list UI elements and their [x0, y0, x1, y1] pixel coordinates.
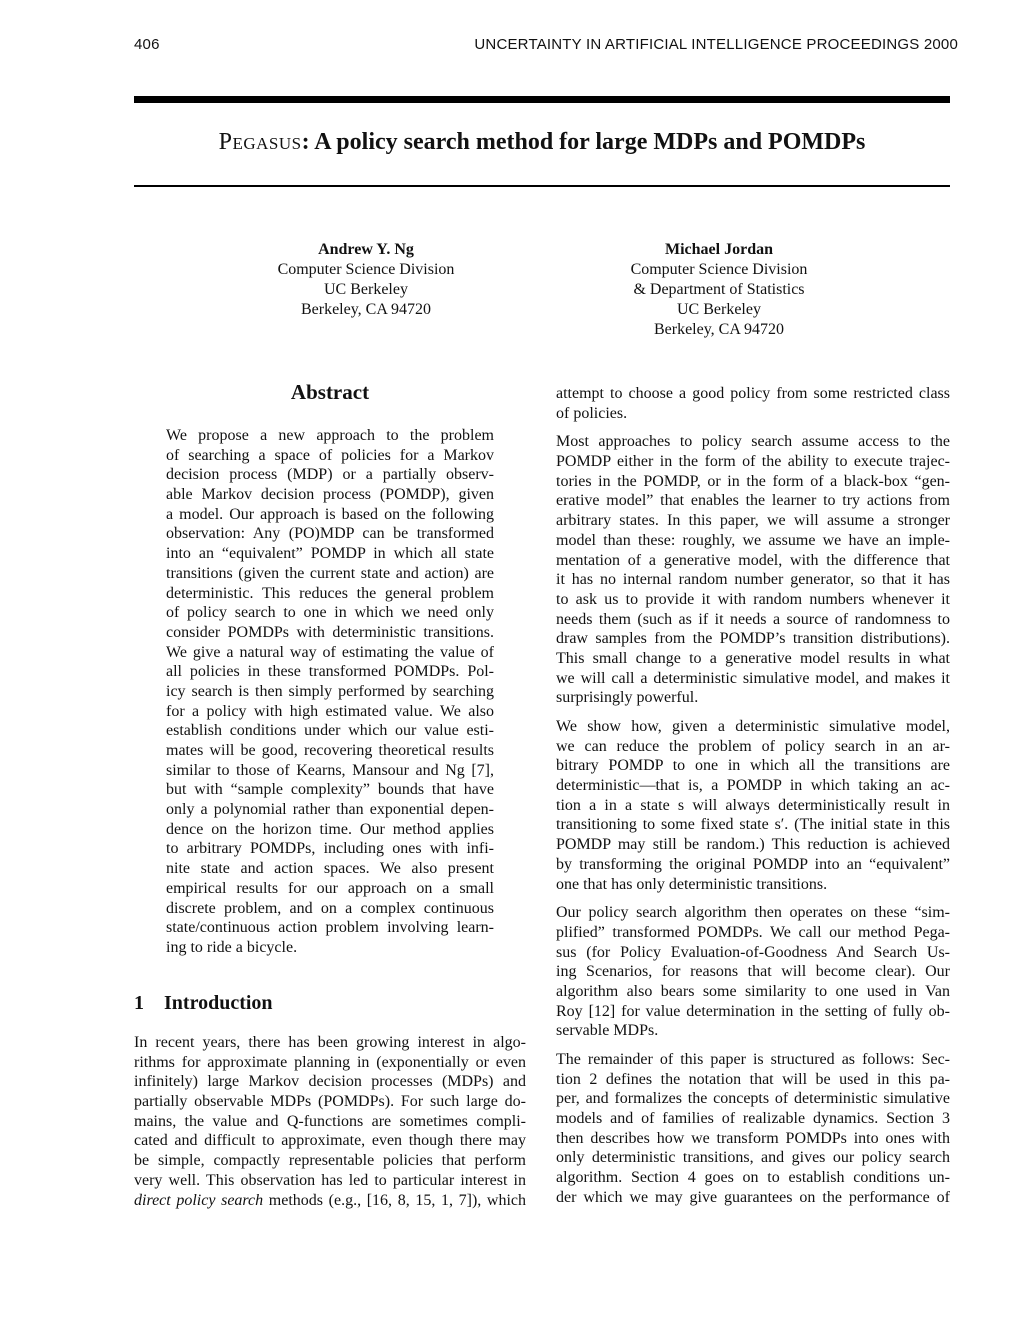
text-line: partially observable MDPs (POMDPs). For such large do- [134, 1093, 526, 1111]
text-line: Roy [12] for value determination in the setting of fully ob- [556, 1002, 950, 1020]
title-bottom-rule [134, 185, 950, 187]
text-line: similar to those of Kearns, Mansour and Ng [7], [166, 761, 494, 779]
text-line: der which we may give guarantees on the performance of [556, 1188, 950, 1206]
text-line: We propose a new approach to the problem [166, 427, 494, 444]
text-line: only a polynomial rather than exponential depen- [166, 801, 494, 819]
text-line: state/continuous action problem involving learn- [166, 919, 494, 937]
text-line: nite state and action spaces. We also present [166, 860, 494, 878]
text-line: tion 2 defines the notation that will be used in this pa- [556, 1070, 950, 1088]
text-line: it has no internal random number generator, so that it has [556, 571, 950, 589]
text-line: deterministic. This reduces the general problem [166, 584, 494, 602]
abstract-heading: Abstract [290, 380, 370, 404]
text-line: per, and formalizes the concepts of deterministic simulative [556, 1090, 950, 1108]
text-line: ing to ride a bicycle. [166, 938, 298, 956]
text-line: We show how, given a deterministic simulative model, [556, 718, 950, 735]
paragraph [556, 903, 950, 1041]
text-line: algorithm. Section 4 goes on to establish conditions un- [556, 1169, 950, 1187]
section-heading-introduction [134, 992, 524, 1015]
text-line: needs them (such as if it needs a source of randomness to [556, 610, 950, 628]
author-name: Andrew Y. Ng [318, 241, 414, 258]
text-line [134, 1191, 526, 1211]
text-line: we will call a deterministic simulative model, and makes it [556, 669, 950, 687]
section-number: 1 [134, 992, 144, 1014]
title-system-name: Pegasus [218, 129, 302, 155]
author-affiliation: Computer Science Division [630, 261, 808, 278]
text-line: dence on the horizon time. Our method applies [166, 820, 494, 838]
introduction-body [134, 1033, 526, 1210]
text-line: establish conditions under which our value esti- [166, 722, 494, 740]
title-top-rule [134, 96, 950, 103]
text-line: then describes how we transform POMDPs into ones with [556, 1129, 950, 1147]
title-text: : A policy search method for large MDPs and POMDPs [301, 129, 866, 155]
paper-title [134, 126, 950, 158]
text-line: models and of families of realizable dynamics. Section 3 [556, 1110, 950, 1128]
text-line: mains, the value and Q-functions are sometimes compli- [134, 1112, 526, 1130]
author-block-jordan [589, 240, 849, 340]
emphasized-term: direct policy search [134, 1191, 264, 1209]
text-line: to ask us to provide it with random numbers whenever it [556, 590, 950, 608]
text-line: of policies. [556, 404, 628, 422]
author-block-ng [236, 240, 496, 320]
author-affiliation: Computer Science Division [277, 261, 455, 278]
text-line: be simple, compactly representable policies that perform [134, 1152, 526, 1170]
author-affiliation: UC Berkeley [677, 301, 761, 318]
text-line: but with “sample complexity” bounds that have [166, 781, 494, 799]
text-line: observation: Any (PO)MDP can be transformed [166, 525, 494, 543]
text-line: transitions (given the current state and action) are [166, 564, 494, 582]
text-line: able Markov decision process (POMDP), given [166, 486, 494, 504]
text-line: ing Scenarios, for reasons that will become clear). Our [556, 963, 950, 981]
text-line: Most approaches to policy search assume access to the [556, 433, 950, 451]
text-line: only deterministic transitions, and gives our policy search [556, 1149, 950, 1167]
text-line: tion a in a state s will always deterministically result in [556, 796, 950, 814]
text-line: very well. This observation has led to particular interest in [134, 1171, 526, 1189]
text-line: algorithm also bears some similarity to one used in Van [556, 982, 950, 1000]
text-line: of policy search to one in which we need only [166, 604, 494, 622]
text-line: POMDP either in the form of the ability to execute trajec- [556, 453, 950, 471]
author-name: Michael Jordan [665, 241, 773, 258]
text-line: mentation of a generative model, with the difference that [556, 551, 950, 569]
text-line: by transforming the original POMDP into an “equivalent” [556, 855, 950, 873]
text-line: to arbitrary POMDPs, including ones with infi- [166, 840, 494, 858]
text-line: icy search is then simply performed by searching [166, 682, 494, 700]
text-line: a model. Our approach is based on the following [166, 505, 494, 523]
text-line: bitrary POMDP to one in which all the transitions are [556, 757, 950, 775]
text-line: cated and difficult to approximate, even though there may [134, 1132, 526, 1150]
author-affiliation: & Department of Statistics [633, 281, 805, 298]
text-line: decision process (MDP) or a partially observ- [166, 466, 494, 484]
text-line: Our policy search algorithm then operates on these “sim- [556, 904, 950, 922]
text-line: sus (for Policy Evaluation-of-Goodness And Search Us- [556, 943, 950, 961]
text-line: model than these: roughly, we assume we have an imple- [556, 531, 950, 549]
text-line: plified” transformed POMDPs. We call our method Pega- [556, 923, 950, 941]
text-line: The remainder of this paper is structured as follows: Sec- [556, 1051, 950, 1068]
text-line: arbitrary states. In this paper, we will assume a stronger [556, 512, 950, 530]
section-title: Introduction [164, 992, 273, 1014]
text-line: mates will be good, recovering theoretical results [166, 742, 494, 759]
text-line: empirical results for our approach on a small [166, 879, 494, 897]
text-line: POMDP may still be random.) This reduction is achieved [556, 836, 950, 854]
running-header: UNCERTAINTY IN ARTIFICIAL INTELLIGENCE PROCEEDINGS 2000 [474, 36, 958, 53]
paragraph [556, 1050, 950, 1208]
text-line: draw samples from the POMDP’s transition distributions). [556, 630, 950, 648]
text-line: infinitely) large Markov decision processes (MDPs) and [134, 1073, 526, 1091]
paragraph [556, 717, 950, 894]
text-line: deterministic—that is, a POMDP in which taking an ac- [556, 777, 950, 795]
author-affiliation: UC Berkeley [324, 281, 408, 298]
text-line: tories in the POMDP, or in the form of a black-box “gen- [556, 472, 950, 490]
text-line: This small change to a generative model results in what [556, 649, 950, 667]
abstract-body [166, 426, 494, 958]
page-number: 406 [134, 36, 160, 53]
text-fragment: methods (e.g., [16, 8, 15, 1, 7]), which [263, 1191, 527, 1209]
text-line: consider POMDPs with deterministic transitions. [166, 623, 494, 641]
paragraph [556, 432, 950, 708]
text-line: transitioning to some fixed state s′. (The initial state in this [556, 816, 950, 834]
text-line: erative model” that enables the learner to try actions from [556, 492, 950, 510]
text-line: servable MDPs. [556, 1022, 659, 1040]
text-line: one that has only deterministic transitions. [556, 875, 828, 893]
text-line: into an “equivalent” POMDP in which all state [166, 545, 494, 563]
text-line: surprisingly powerful. [556, 689, 699, 707]
text-line: In recent years, there has been growing interest in algo- [134, 1034, 526, 1051]
text-line: for a policy with high estimated value. We also [166, 702, 494, 720]
text-line: discrete problem, and on a complex continuous [166, 899, 494, 917]
paragraph [556, 384, 950, 423]
text-line: We give a natural way of estimating the value of [166, 643, 494, 661]
author-address: Berkeley, CA 94720 [653, 321, 785, 338]
author-address: Berkeley, CA 94720 [300, 301, 432, 318]
text-line: rithms for approximate planning in (exponentially or even [134, 1053, 526, 1071]
text-line: of searching a space of policies for a Markov [166, 446, 494, 464]
text-line: we can reduce the problem of policy search in an ar- [556, 737, 950, 755]
text-line: all policies in these transformed POMDPs. Pol- [166, 663, 494, 681]
text-line: attempt to choose a good policy from some restricted class [556, 385, 950, 402]
right-column-body [556, 384, 950, 1217]
